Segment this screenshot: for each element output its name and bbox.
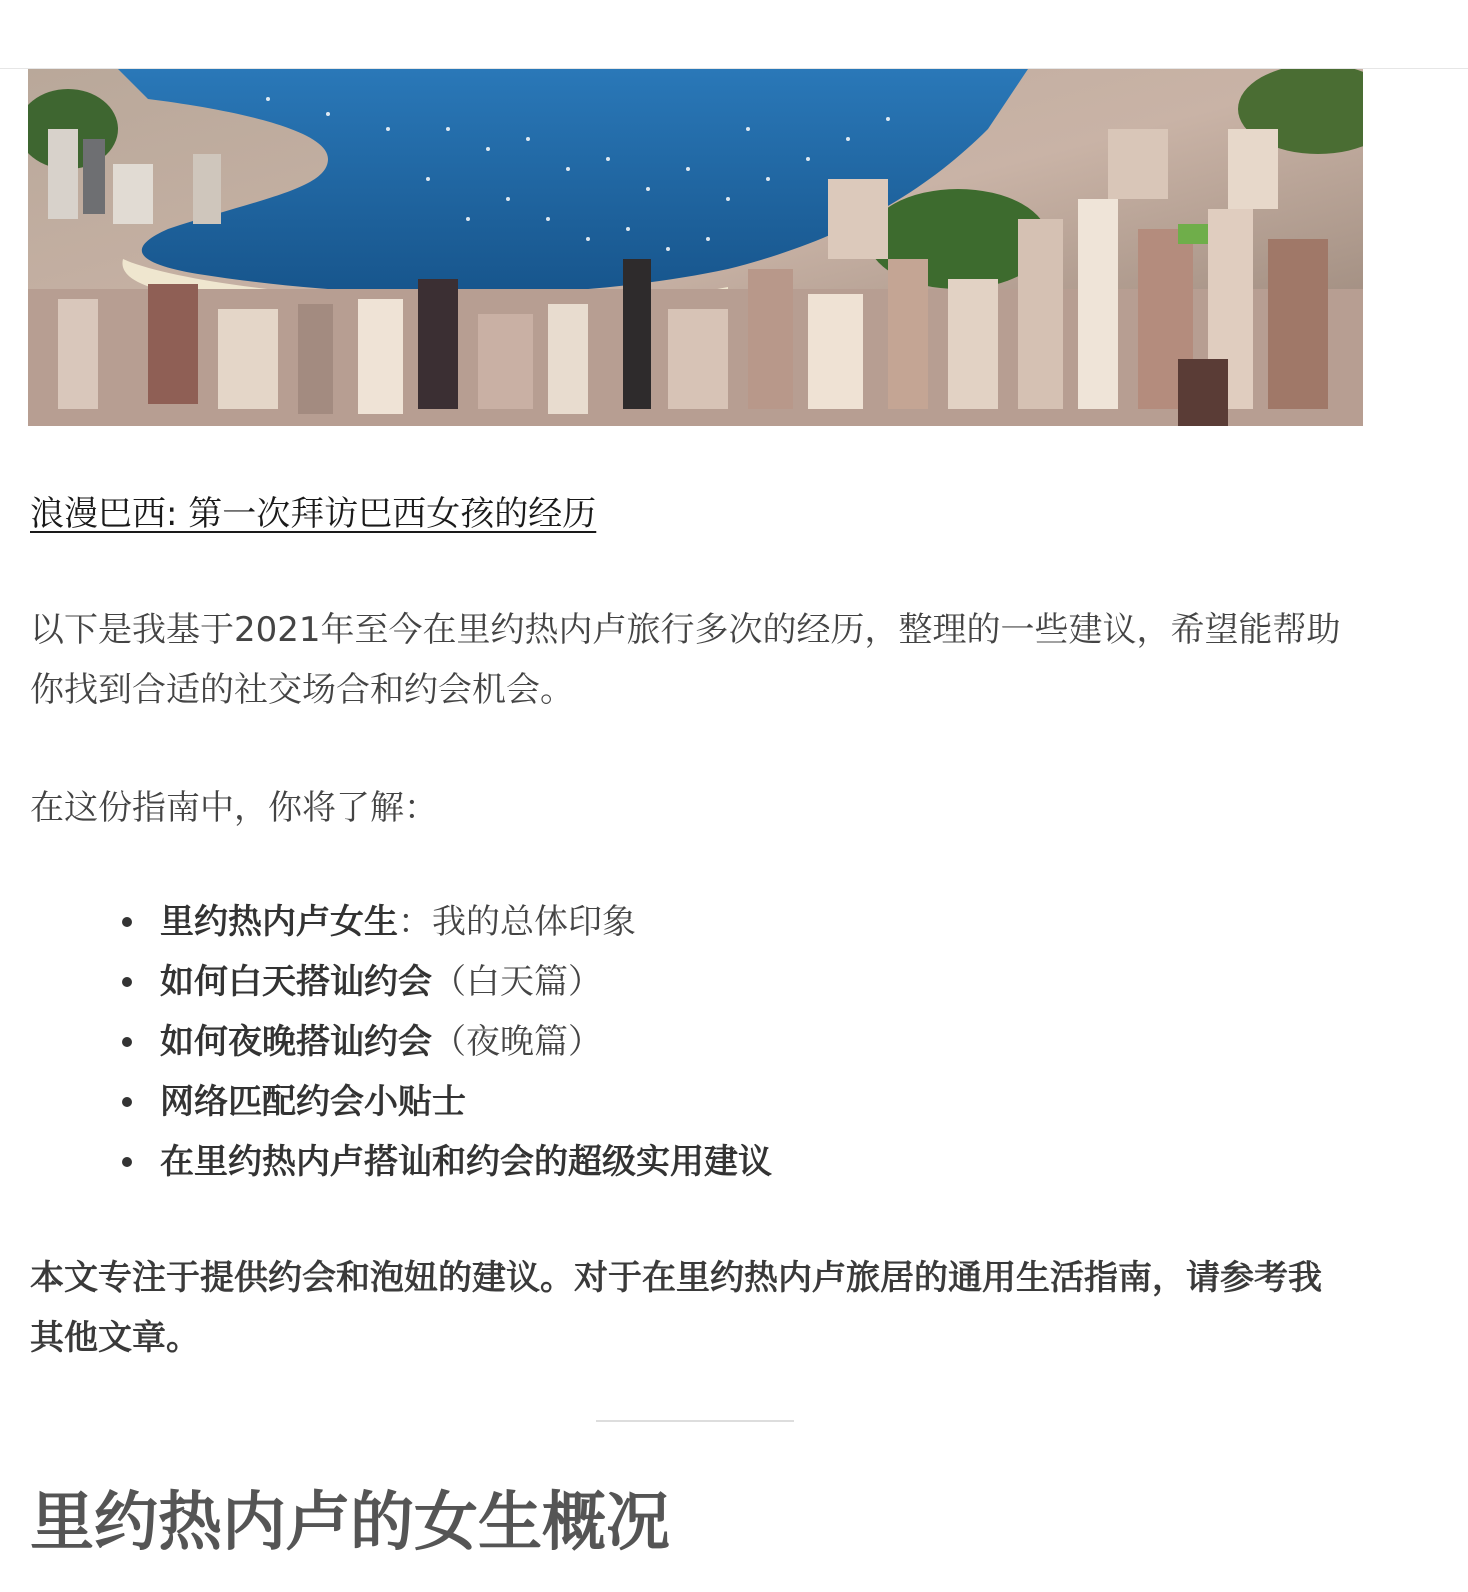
list-item-bold: 里约热内卢女生 (160, 902, 398, 942)
list-item-bold: 在里约热内卢搭讪和约会的超级实用建议 (160, 1142, 772, 1182)
bullet-icon (122, 1037, 132, 1047)
list-item-rest: （白天篇） (432, 962, 602, 1002)
guide-topics-list (160, 892, 772, 1192)
intro-paragraph: 以下是我基于2021年至今在里约热内卢旅行多次的经历，整理的一些建议，希望能帮助你找到合适的社交场合和约会机会。 (30, 610, 1341, 710)
focus-note-paragraph: 本文专注于提供约会和泡妞的建议。对于在里约热内卢旅居的通用生活指南，请参考我其他文章。 (30, 1258, 1322, 1358)
guide-intro-paragraph: 在这份指南中，你将了解： (30, 788, 438, 828)
top-bar (0, 0, 1468, 69)
list-item (160, 952, 772, 1012)
bullet-icon (122, 1157, 132, 1167)
section-divider (596, 1420, 794, 1422)
bullet-icon (122, 917, 132, 927)
list-item-rest: （夜晚篇） (432, 1022, 602, 1062)
hero-image (28, 69, 1363, 426)
list-item-rest: ：我的总体印象 (398, 902, 636, 942)
list-item (160, 1132, 772, 1192)
list-item (160, 1012, 772, 1072)
list-item (160, 892, 772, 952)
list-item-bold: 如何白天搭讪约会 (160, 962, 432, 1002)
bullet-icon (122, 1097, 132, 1107)
article-link-title[interactable]: 浪漫巴西: 第一次拜访巴西女孩的经历 (30, 494, 597, 534)
list-item-bold: 如何夜晚搭讪约会 (160, 1022, 432, 1062)
bullet-icon (122, 977, 132, 987)
list-item (160, 1072, 772, 1132)
section-heading: 里约热内卢的女生概况 (30, 1486, 670, 1560)
list-item-bold: 网络匹配约会小贴士 (160, 1082, 466, 1122)
